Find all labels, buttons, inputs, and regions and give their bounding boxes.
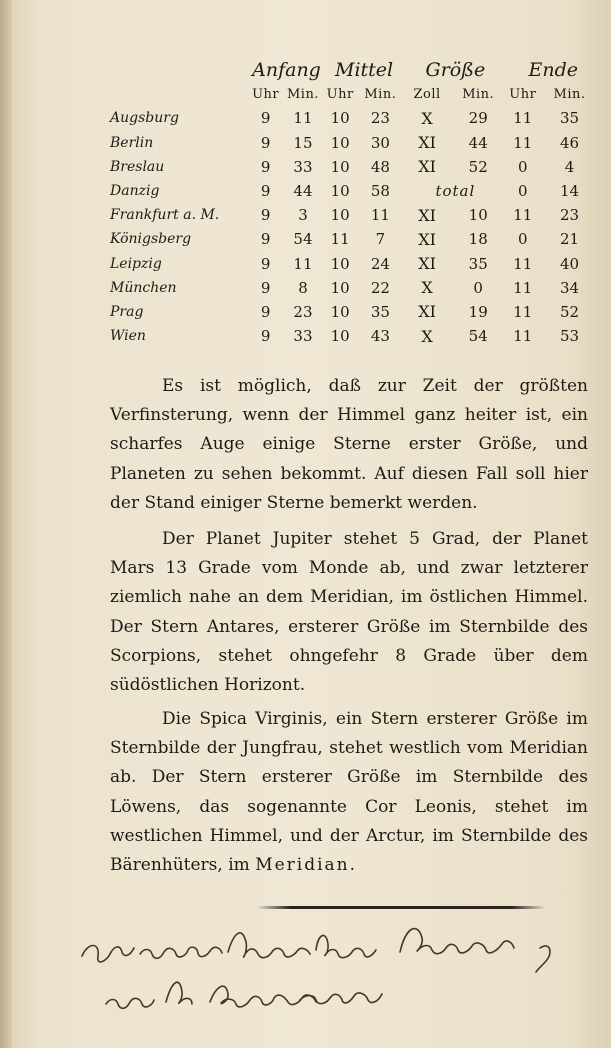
cell-ende-min: 40 — [559, 254, 580, 273]
cell-ende-hour: 11 — [513, 278, 533, 297]
table-row — [110, 179, 600, 203]
cell-mittel-min: 48 — [370, 157, 390, 176]
cell-anfang-hour: 9 — [260, 133, 271, 152]
cell-ende-min: 46 — [559, 133, 580, 152]
cell-ende-min: 52 — [559, 302, 580, 321]
cell-ende-hour: 11 — [513, 302, 533, 321]
paragraph-planets: Der Planet Jupiter stehet 5 Grad, der Planet Mars 13 Grade vom Monde ab, und zwar letzterer ziemlich nahe an dem Meridian, im östlichen Himmel. Der Stern Antares, ersterer Größe im Sternbilde des Scorpions, stehet ohngefehr 8 Grade über dem südöstlichen Horizont. — [110, 529, 588, 696]
paragraph-visibility: Es ist möglich, daß zur Zeit der größten Verfinsterung, wenn der Himmel ganz heiter ist, ein scharfes Auge einige Sterne erster Größe, und Planeten zu sehen bekommt. Auf diesen Fall soll hier der Stand einiger Sterne bemerkt werden. — [110, 376, 588, 513]
cell-ende-hour: 0 — [518, 182, 528, 201]
cell-mittel-hour: 10 — [330, 157, 350, 176]
cell-mittel-min: 35 — [370, 302, 390, 321]
cell-mittel-hour: 10 — [330, 182, 350, 201]
cell-groesse-min: 29 — [468, 109, 488, 128]
cell-anfang-hour: 9 — [260, 109, 271, 128]
cell-anfang-min: 15 — [293, 133, 313, 152]
cell-groesse-zoll: XI — [418, 133, 436, 153]
cell-anfang-min: 23 — [293, 302, 313, 321]
cell-anfang-hour: 9 — [260, 157, 271, 176]
handwritten-note — [70, 908, 590, 1038]
table-row — [110, 300, 600, 324]
cell-ende-min: 23 — [559, 206, 580, 225]
cell-groesse-min: 35 — [468, 254, 488, 273]
cell-groesse-zoll: X — [421, 326, 433, 346]
header-groesse: Größe — [425, 59, 486, 82]
unit-label: Uhr — [326, 86, 354, 102]
cell-groesse-zoll: XI — [418, 302, 436, 322]
row-city: Danzig — [110, 183, 160, 200]
cell-mittel-hour: 11 — [330, 230, 350, 249]
cell-anfang-min: 54 — [293, 230, 313, 249]
table-row — [110, 276, 600, 300]
header-anfang: Anfang — [252, 59, 321, 82]
cell-groesse-min: 18 — [468, 230, 488, 249]
cell-ende-hour: 11 — [513, 133, 533, 152]
unit-label: Zoll — [413, 86, 441, 102]
table-unit-row — [110, 82, 600, 106]
table-row — [110, 252, 600, 276]
cell-anfang-hour: 9 — [260, 230, 271, 249]
cell-mittel-hour: 10 — [330, 109, 350, 128]
cell-ende-min: 21 — [559, 230, 580, 249]
cell-mittel-min: 43 — [370, 327, 390, 346]
cell-ende-hour: 11 — [513, 327, 533, 346]
paragraph-stars-text: Die Spica Virginis, ein Stern ersterer Größe im Sternbilde der Jungfrau, stehet westlich vom Meridian ab. Der Stern ersterer Größe im Sternbilde des Löwens, das sogenannte Cor Leonis, stehet im westlichen Himmel, und der Arctur, im Sternbilde des Bärenhüters, im — [110, 709, 588, 876]
cell-groesse-min: 0 — [473, 278, 483, 297]
cell-groesse-min: 54 — [468, 327, 488, 346]
table-row — [110, 324, 600, 348]
cell-ende-min: 53 — [559, 327, 580, 346]
cell-ende-hour: 11 — [513, 109, 533, 128]
cell-ende-hour: 11 — [513, 254, 533, 273]
cell-anfang-hour: 9 — [260, 206, 271, 225]
cell-mittel-min: 30 — [370, 133, 390, 152]
cell-mittel-min: 58 — [370, 182, 390, 201]
row-city: Königsberg — [110, 231, 192, 248]
cell-groesse-zoll: X — [421, 108, 433, 128]
unit-label: Min. — [462, 86, 495, 102]
cell-anfang-min: 8 — [298, 278, 308, 297]
cell-mittel-min: 7 — [375, 230, 386, 249]
handwritten-note-image — [70, 908, 590, 1038]
cell-groesse-min: 10 — [468, 206, 488, 225]
cell-anfang-hour: 9 — [260, 327, 271, 346]
cell-ende-min: 34 — [559, 278, 580, 297]
cell-groesse-min: 52 — [468, 157, 488, 176]
row-city: Wien — [110, 328, 146, 345]
table-header-row — [110, 58, 600, 82]
cell-ende-min: 4 — [564, 157, 575, 176]
header-mittel: Mittel — [335, 59, 394, 82]
cell-mittel-hour: 10 — [330, 302, 350, 321]
cell-groesse-zoll: XI — [418, 205, 436, 225]
cell-ende-hour: 11 — [513, 206, 533, 225]
cell-mittel-min: 11 — [370, 206, 390, 225]
row-city: Prag — [110, 303, 144, 320]
cell-anfang-hour: 9 — [260, 302, 271, 321]
unit-label: Min. — [553, 86, 586, 102]
cell-mittel-hour: 10 — [330, 278, 350, 297]
table-row — [110, 203, 600, 227]
cell-groesse-zoll: XI — [418, 157, 436, 177]
eclipse-times-table — [110, 58, 600, 348]
cell-mittel-hour: 10 — [330, 327, 350, 346]
cell-groesse-zoll: total — [435, 182, 476, 201]
header-ende: Ende — [528, 59, 578, 82]
unit-label: Min. — [286, 86, 319, 102]
cell-anfang-min: 44 — [293, 182, 313, 201]
row-city: Augsburg — [110, 110, 179, 127]
cell-anfang-min: 33 — [293, 157, 313, 176]
paragraph-stars — [110, 705, 588, 880]
row-city: München — [110, 279, 177, 296]
cell-anfang-hour: 9 — [260, 254, 271, 273]
cell-anfang-min: 11 — [293, 254, 313, 273]
cell-mittel-hour: 10 — [330, 133, 350, 152]
cell-anfang-hour: 9 — [260, 278, 271, 297]
cell-ende-hour: 0 — [518, 157, 528, 176]
cell-groesse-min: 44 — [468, 133, 488, 152]
table-row — [110, 227, 600, 251]
unit-label: Uhr — [252, 86, 280, 102]
cell-ende-min: 35 — [559, 109, 580, 128]
cell-anfang-min: 33 — [293, 327, 313, 346]
cell-anfang-min: 3 — [298, 206, 308, 225]
cell-mittel-hour: 10 — [330, 254, 350, 273]
cell-anfang-hour: 9 — [260, 182, 271, 201]
row-city: Berlin — [110, 134, 154, 151]
page-edge — [0, 0, 12, 1048]
table-row — [110, 155, 600, 179]
row-city: Breslau — [110, 158, 165, 175]
row-city: Leipzig — [110, 255, 162, 272]
cell-mittel-min: 23 — [370, 109, 390, 128]
unit-label: Uhr — [509, 86, 537, 102]
paragraph-stars-end: Meridian. — [255, 855, 358, 876]
cell-groesse-zoll: X — [421, 278, 433, 298]
cell-groesse-zoll: XI — [418, 254, 436, 274]
unit-label: Min. — [364, 86, 397, 102]
cell-groesse-min: 19 — [468, 302, 488, 321]
cell-mittel-min: 22 — [370, 278, 390, 297]
cell-mittel-min: 24 — [370, 254, 390, 273]
cell-ende-min: 14 — [559, 182, 580, 201]
table-row — [110, 131, 600, 155]
cell-anfang-min: 11 — [293, 109, 313, 128]
cell-mittel-hour: 10 — [330, 206, 350, 225]
cell-groesse-zoll: XI — [418, 229, 436, 249]
row-city: Frankfurt a. M. — [110, 207, 220, 224]
cell-ende-hour: 0 — [518, 230, 528, 249]
table-row — [110, 106, 600, 130]
